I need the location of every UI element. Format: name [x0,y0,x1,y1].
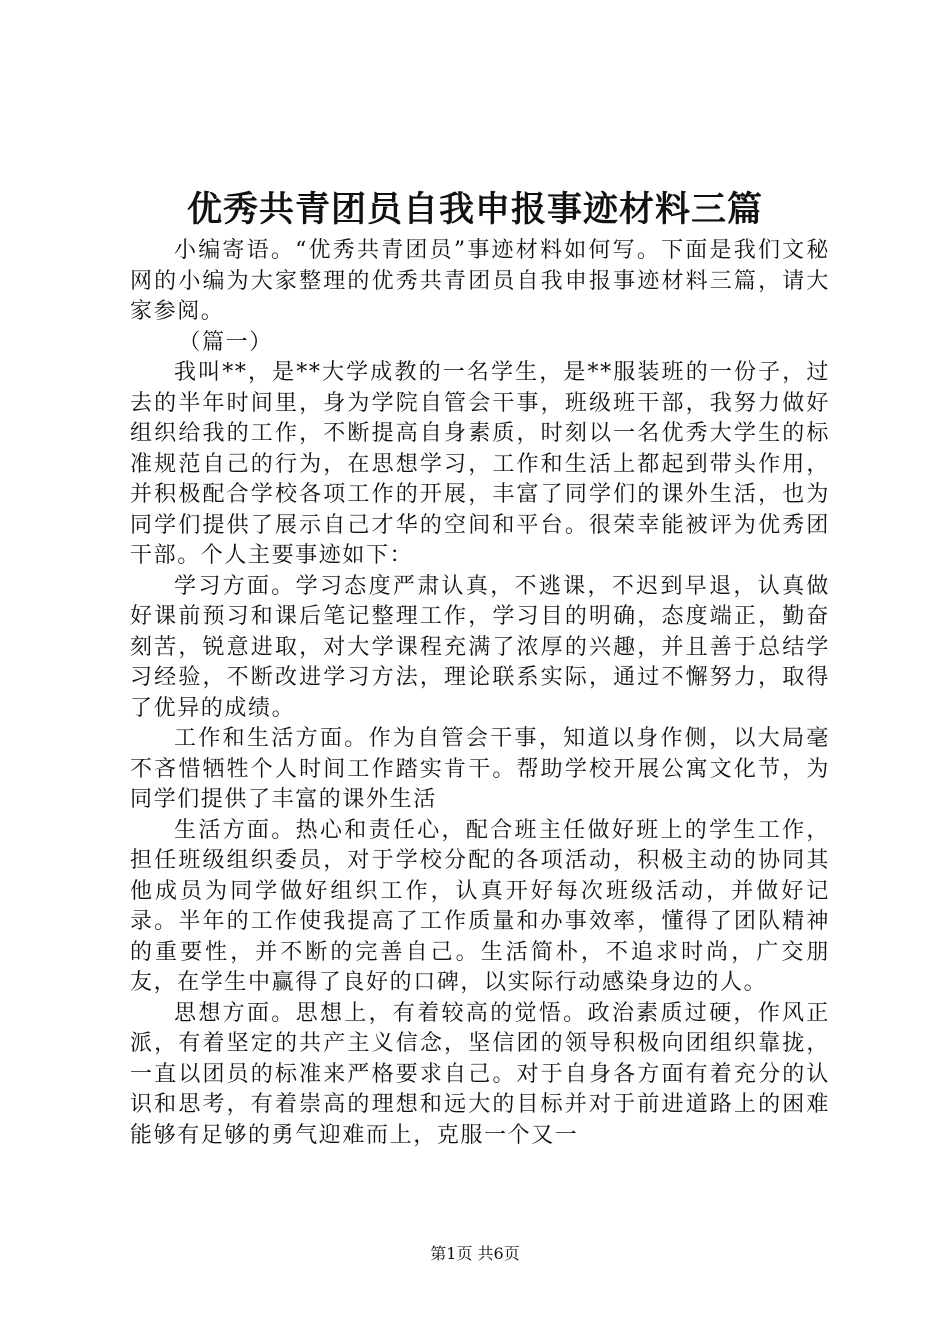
document-body [130,236,830,1151]
body-paragraph: 我叫**，是**大学成教的一名学生，是**服装班的一份子，过去的半年时间里，身为学院自管会干事，班级班干部，我努力做好组织给我的工作，不断提高自身素质，时刻以一名优秀大学生的标准规范自己的行为，在思想学习，工作和生活上都起到带头作用，并积极配合学校各项工作的开展，丰富了同学们的课外生活，也为同学们提供了展示自己才华的空间和平台。很荣幸能被评为优秀团干部。个人主要事迹如下： [130,360,830,568]
page-footer: 第1页 共6页 [430,1244,520,1263]
body-paragraph: 思想方面。思想上，有着较高的觉悟。政治素质过硬，作风正派，有着坚定的共产主义信念，坚信团的领导积极向团组织靠拢，一直以团员的标准来严格要求自己。对于自身各方面有着充分的认识和思考，有着崇高的理想和远大的目标并对于前进道路上的困难能够有足够的勇气迎难而上，克服一个又一 [130,1000,830,1148]
section-heading: （篇一） [178,329,273,355]
body-paragraph: 学习方面。学习态度严肃认真，不逃课，不迟到早退，认真做好课前预习和课后笔记整理工作，学习目的明确，态度端正，勤奋刻苦，锐意进取，对大学课程充满了浓厚的兴趣，并且善于总结学习经验，不断改进学习方法，理论联系实际，通过不懈努力，取得了优异的成绩。 [130,573,830,721]
body-paragraph: 工作和生活方面。作为自管会干事，知道以身作侧，以大局毫不吝惜牺牲个人时间工作踏实肯干。帮助学校开展公寓文化节，为同学们提供了丰富的课外生活 [130,726,830,812]
body-paragraph: 生活方面。热心和责任心，配合班主任做好班上的学生工作，担任班级组织委员，对于学校分配的各项活动，积极主动的协同其他成员为同学做好组织工作，认真开好每次班级活动，并做好记录。半年的工作使我提高了工作质量和办事效率，懂得了团队精神的重要性，并不断的完善自己。生活简朴，不追求时尚，广交朋友，在学生中赢得了良好的口碑，以实际行动感染身边的人。 [130,817,830,995]
intro-paragraph: 小编寄语。“优秀共青团员”事迹材料如何写。下面是我们文秘网的小编为大家整理的优秀共青团员自我申报事迹材料三篇，请大家参阅。 [130,238,830,324]
document-title: 优秀共青团员自我申报事迹材料三篇 [186,189,763,230]
